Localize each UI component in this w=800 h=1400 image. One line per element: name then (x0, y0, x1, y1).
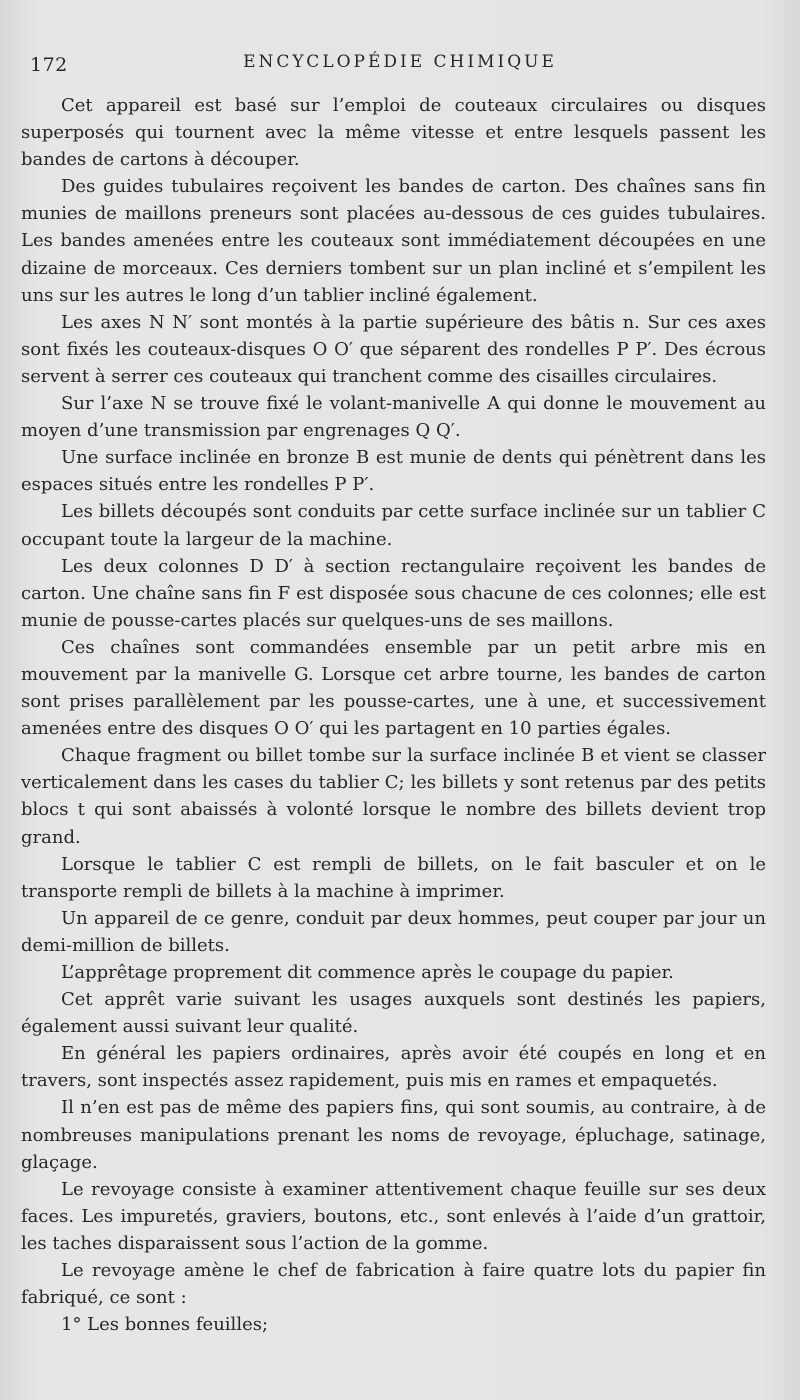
paragraph-5: Une surface inclinée en bronze B est munie de dents qui pénètrent dans les espaces situés entre les rondelles P P′. (21, 447, 766, 496)
paragraph-6: Les billets découpés sont conduits par cette surface inclinée sur un tablier C occupant toute la largeur de la machine. (21, 501, 766, 550)
paragraph-3: Les axes N N′ sont montés à la partie supérieure des bâtis n. Sur ces axes sont fixés les couteaux-disques O O′ que séparent des rondelles P P′. Des écrous servent à serrer ces couteaux qui tranchent comme des cisailles circulaires. (21, 311, 766, 387)
paragraph-17: Le revoyage amène le chef de fabrication à faire quatre lots du papier fin fabriqué, ce sont : (21, 1260, 766, 1309)
paragraph-13: Cet apprêt varie suivant les usages auxquels sont destinés les papiers, également aussi suivant leur qualité. (21, 989, 766, 1038)
page-header (30, 50, 770, 80)
paragraph-18: 1° Les bonnes feuilles; (61, 1314, 269, 1336)
paragraph-12: L’apprêtage proprement dit commence après le coupage du papier. (61, 962, 674, 983)
paragraph-16: Le revoyage consiste à examiner attentivement chaque feuille sur ses deux faces. Les impuretés, graviers, boutons, etc., sont enlevés à l’aide d’un grattoir, les taches disparaissent sous l’action de la gomme. (21, 1178, 766, 1254)
paragraph-4: Sur l’axe N se trouve fixé le volant-manivelle A qui donne le mouvement au moyen d’une transmission par engrenages Q Q′. (21, 393, 766, 442)
page-number: 172 (30, 54, 68, 76)
paragraph-9: Chaque fragment ou billet tombe sur la surface inclinée B et vient se classer verticalement dans les cases du tablier C; les billets y sont retenus par des petits blocs t qui sont abaissés à volonté lorsque le nombre des billets devient trop grand. (21, 745, 766, 848)
paragraph-7: Les deux colonnes D D′ à section rectangulaire reçoivent les bandes de carton. Une chaîne sans fin F est disposée sous chacune de ces colonnes; elle est munie de pousse-cartes placés sur quelques-uns de ses maillons. (21, 555, 766, 631)
paragraph-14: En général les papiers ordinaires, après avoir été coupés en long et en travers, sont inspectés assez rapidement, puis mis en rames et empaquetés. (21, 1043, 766, 1092)
text-body (21, 92, 766, 1338)
paragraph-11: Un appareil de ce genre, conduit par deux hommes, peut couper par jour un demi-million de billets. (21, 907, 766, 956)
paragraph-8: Ces chaînes sont commandées ensemble par un petit arbre mis en mouvement par la manivelle G. Lorsque cet arbre tourne, les bandes de carton sont prises parallèlement par les pousse-cartes, une à une, et successivement amenées entre des disques O O′ qui les partagent en 10 parties égales. (21, 636, 766, 740)
paragraph-15: Il n’en est pas de même des papiers fins, qui sont soumis, au contraire, à de nombreuses manipulations prenant les noms de revoyage, épluchage, satinage, glaçage. (21, 1097, 766, 1173)
paragraph-1: Cet appareil est basé sur l’emploi de couteaux circulaires ou disques superposés qui tournent avec la même vitesse et entre lesquels passent les bandes de cartons à découper. (21, 95, 766, 171)
paragraph-10: Lorsque le tablier C est rempli de billets, on le fait basculer et on le transporte rempli de billets à la machine à imprimer. (21, 853, 766, 902)
running-head: ENCYCLOPÉDIE CHIMIQUE (243, 52, 557, 72)
paragraph-2: Des guides tubulaires reçoivent les bandes de carton. Des chaînes sans fin munies de maillons preneurs sont placées au-dessous de ces guides tubulaires. Les bandes amenées entre les couteaux sont immédiatement découpées en une dizaine de morceaux. Ces derniers tombent sur un plan incliné et s’empilent les uns sur les autres le long d’un tablier incliné également. (21, 176, 766, 306)
